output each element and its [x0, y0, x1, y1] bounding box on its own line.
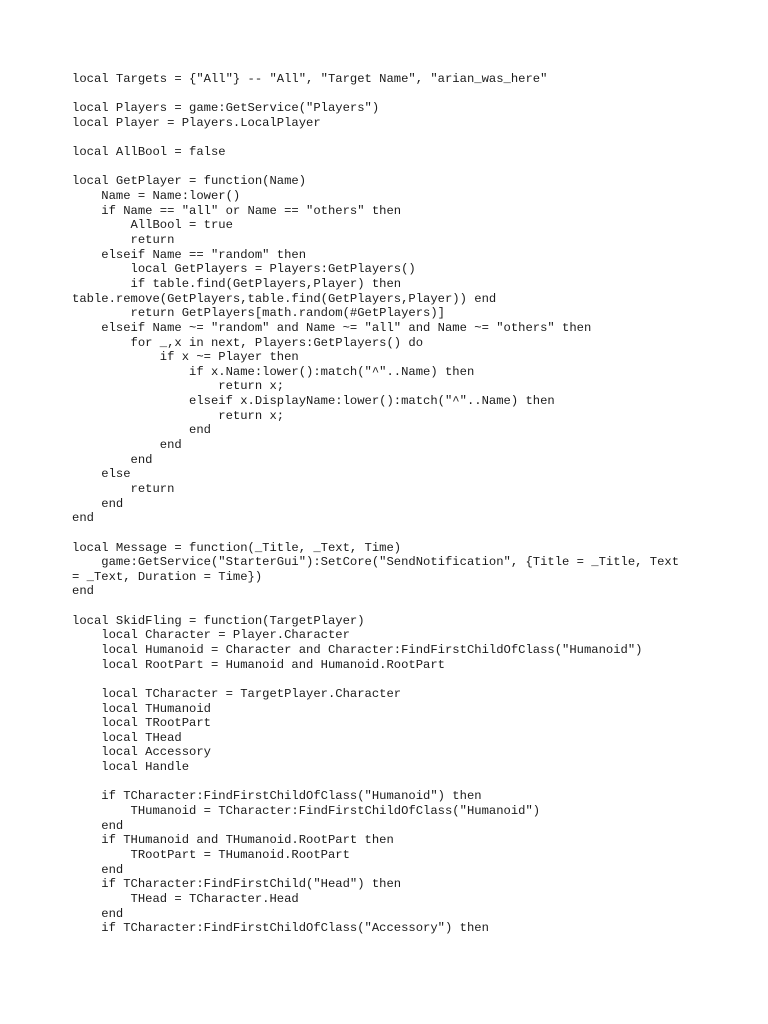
code-line: end — [72, 818, 124, 833]
code-line: table.remove(GetPlayers,table.find(GetPlayers,Player)) end — [72, 291, 497, 306]
code-line: end — [72, 511, 94, 526]
code-line — [72, 131, 712, 146]
code-line: Name = Name:lower() — [72, 189, 241, 204]
code-line: return — [72, 233, 175, 248]
code-line: end — [72, 584, 94, 599]
code-line — [72, 526, 712, 541]
code-line: if x ~= Player then — [72, 350, 299, 365]
code-line: return x; — [72, 379, 285, 394]
code-line: local Character = Player.Character — [72, 628, 350, 643]
code-line: if TCharacter:FindFirstChildOfClass("Humanoid") then — [72, 789, 482, 804]
code-line — [72, 599, 712, 614]
code-line: TRootPart = THumanoid.RootPart — [72, 847, 350, 862]
code-line: end — [72, 438, 182, 453]
code-line: if THumanoid and THumanoid.RootPart then — [72, 833, 394, 848]
code-line: local Handle — [72, 760, 190, 775]
code-line: local Accessory — [72, 745, 211, 760]
code-line: end — [72, 906, 124, 921]
code-line — [72, 672, 712, 687]
code-line: elseif Name ~= "random" and Name ~= "all" and Name ~= "others" then — [72, 320, 592, 335]
code-line: local Players = game:GetService("Players") — [72, 101, 380, 116]
code-line: local Humanoid = Character and Character:FindFirstChildOfClass("Humanoid") — [72, 642, 643, 657]
code-line: THead = TCharacter.Head — [72, 891, 299, 906]
code-line: end — [72, 862, 124, 877]
code-line: THumanoid = TCharacter:FindFirstChildOfClass("Humanoid") — [72, 804, 541, 819]
code-line: else — [72, 467, 131, 482]
code-line: for _,x in next, Players:GetPlayers() do — [72, 335, 424, 350]
code-line: if table.find(GetPlayers,Player) then — [72, 276, 402, 291]
code-line — [72, 775, 712, 790]
code-line: end — [72, 496, 124, 511]
code-line: = _Text, Duration = Time}) — [72, 569, 263, 584]
code-line: elseif x.DisplayName:lower():match("^"..Name) then — [72, 394, 555, 409]
code-line: local SkidFling = function(TargetPlayer) — [72, 613, 365, 628]
code-line: AllBool = true — [72, 218, 233, 233]
code-line: local THead — [72, 730, 182, 745]
code-line: local TRootPart — [72, 716, 211, 731]
code-line — [72, 160, 712, 175]
code-line: return x; — [72, 408, 285, 423]
code-line — [72, 87, 712, 102]
code-line: game:GetService("StarterGui"):SetCore("SendNotification", {Title = _Title, Text — [72, 555, 680, 570]
code-line: return — [72, 481, 175, 496]
code-line: local GetPlayers = Players:GetPlayers() — [72, 262, 416, 277]
code-line: if TCharacter:FindFirstChild("Head") then — [72, 877, 402, 892]
code-line: elseif Name == "random" then — [72, 247, 307, 262]
code-line: if x.Name:lower():match("^"..Name) then — [72, 364, 475, 379]
code-line: if TCharacter:FindFirstChildOfClass("Accessory") then — [72, 921, 489, 936]
code-line: local Player = Players.LocalPlayer — [72, 115, 321, 130]
code-line: local GetPlayer = function(Name) — [72, 174, 307, 189]
code-line: if Name == "all" or Name == "others" then — [72, 203, 402, 218]
code-line: local AllBool = false — [72, 145, 226, 160]
code-line: local TCharacter = TargetPlayer.Character — [72, 686, 402, 701]
code-line: local Targets = {"All"} -- "All", "Target Name", "arian_was_here" — [72, 72, 548, 86]
code-line: local Message = function(_Title, _Text, Time) — [72, 540, 402, 555]
code-line: return GetPlayers[math.random(#GetPlayers)] — [72, 306, 445, 321]
code-line: local RootPart = Humanoid and Humanoid.RootPart — [72, 657, 445, 672]
code-line: local THumanoid — [72, 701, 211, 716]
code-line: end — [72, 452, 153, 467]
code-block — [72, 72, 712, 936]
code-line: end — [72, 423, 211, 438]
